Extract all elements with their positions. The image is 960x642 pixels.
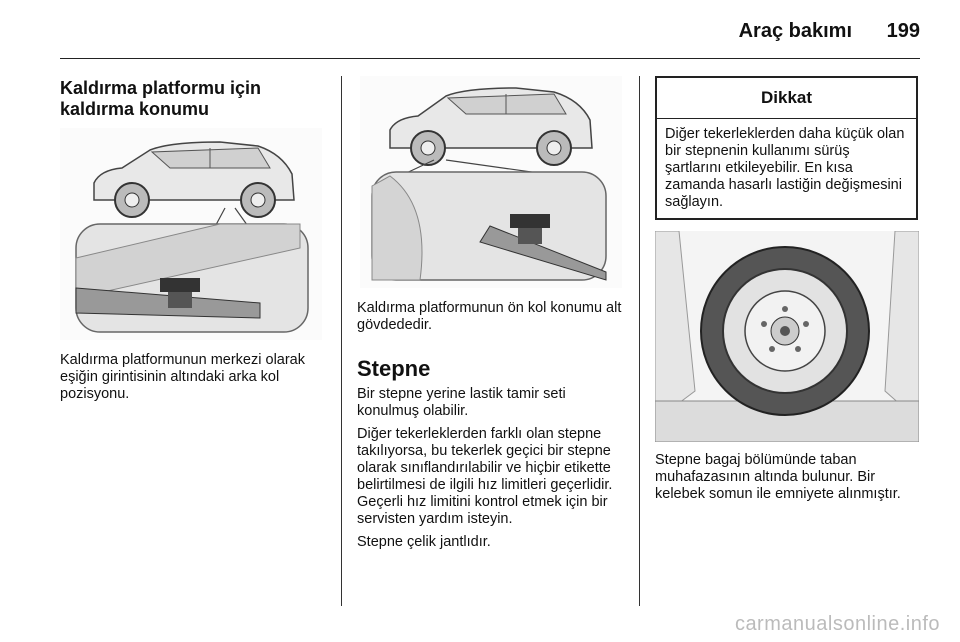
paragraph: Bir stepne yerine lastik tamir seti konulmuş olabilir. [357,386,566,419]
running-header-title: Araç bakımı [738,20,852,42]
figure-caption: Kaldırma platformunun merkezi olarak eşiğin girintisinin altındaki arka kol pozisyonu. [60,352,305,402]
column-middle [357,300,625,608]
paragraph: Diğer tekerleklerden farklı olan stepne takılıyorsa, bu tekerlek geçici bir stepne olarak sınıflandırılabilir ve hiçbir etikette belirtilmesi de ilgili hız limitleri geçerlidir. Geçerli hız limitini kontrol etmek için bir servisten yardım isteyin. [357,426,613,527]
warning-title: Dikkat [657,78,916,119]
illustration-rear-lift-point [60,128,322,340]
warning-text: Diğer tekerleklerden daha küçük olan bir stepnenin kullanımı sürüş şartlarını etkileyebilir. En kısa zamanda hasarlı lastiğin değişmesini sağlayın. [665,126,905,210]
column-divider [639,76,640,606]
figure-caption: Stepne bagaj bölümünde taban muhafazasının altında bulunur. Bir kelebek somun ile emniyete alınmıştır. [655,452,901,502]
illustration-front-lift-point [360,76,622,288]
right-caption-block [655,452,920,608]
header-rule [60,58,920,59]
paragraph: Stepne çelik jantlıdır. [357,534,491,550]
column-divider [341,76,342,606]
left-caption-block [60,352,332,608]
illustration-spare-wheel [655,231,919,442]
section-heading-stepne: Stepne [357,356,431,381]
section-heading: Kaldırma platformu için kaldırma konumu [60,78,262,119]
watermark: carmanualsonline.info [734,613,940,635]
warning-box [655,76,918,220]
page-number: 199 [886,20,920,42]
figure-caption: Kaldırma platformunun ön kol konumu alt gövdededir. [357,300,622,333]
